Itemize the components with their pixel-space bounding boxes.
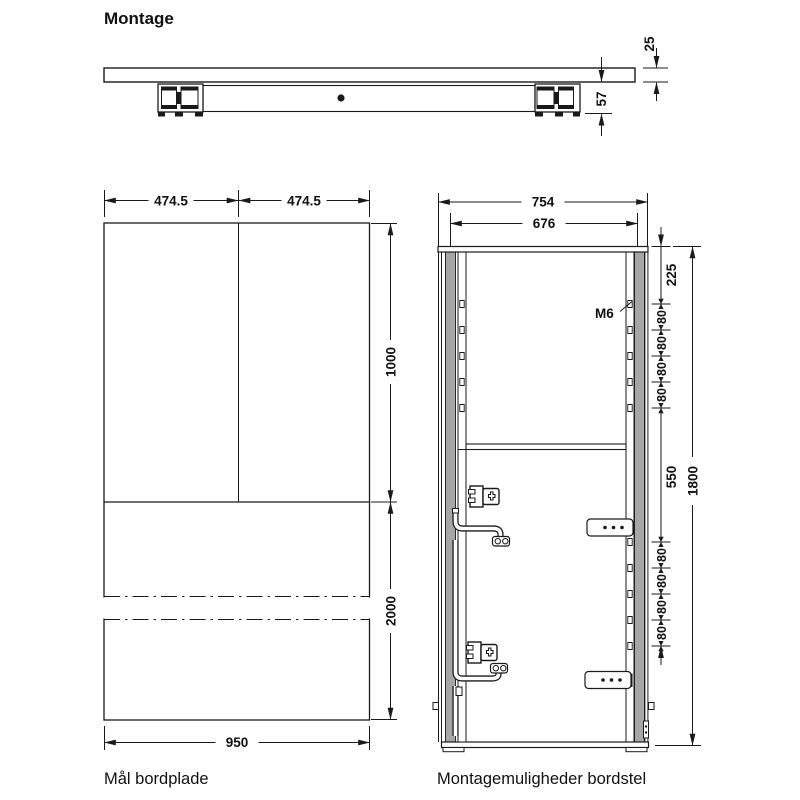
frame-foot-right bbox=[626, 748, 647, 752]
frame-top-bar bbox=[438, 247, 648, 253]
dim-label-80-l2: 80 bbox=[655, 574, 669, 588]
dim-label-950: 950 bbox=[225, 735, 249, 751]
side-tab-left bbox=[433, 703, 439, 710]
side-tab-right bbox=[649, 703, 655, 710]
dim-thickness-25 bbox=[642, 36, 668, 101]
dim-bottom-width bbox=[105, 726, 370, 750]
dim-label-25: 25 bbox=[642, 36, 657, 52]
m6-label: M6 bbox=[595, 306, 614, 321]
dim-frame-widths bbox=[439, 193, 648, 246]
dim-hole-chain bbox=[652, 227, 680, 665]
dim-top-widths bbox=[105, 190, 370, 217]
upper-mounting-plate bbox=[587, 519, 634, 536]
side-view-tabletop bbox=[104, 68, 635, 82]
dim-label-80-l1: 80 bbox=[655, 548, 669, 562]
dim-label-80-l4: 80 bbox=[655, 626, 669, 640]
tabletop-caption: Mål bordplade bbox=[104, 770, 209, 788]
dim-label-550: 550 bbox=[664, 465, 679, 489]
dim-label-80-u4: 80 bbox=[655, 388, 669, 402]
upper-tube-fitting bbox=[493, 537, 510, 547]
dim-label-80-u1: 80 bbox=[655, 310, 669, 324]
frame-foot-left bbox=[443, 748, 464, 752]
tabletop-outline bbox=[104, 223, 370, 720]
frame-caption: Montagemuligheder bordstel bbox=[437, 770, 647, 788]
dim-label-676: 676 bbox=[532, 216, 556, 232]
upper-clip-connector bbox=[469, 486, 500, 507]
dim-label-1000: 1000 bbox=[383, 346, 399, 378]
dim-label-2000: 2000 bbox=[383, 595, 399, 627]
side-view bbox=[104, 36, 668, 136]
dim-label-1800: 1800 bbox=[685, 465, 701, 497]
page-title: Montage bbox=[104, 9, 174, 28]
dim-label-225: 225 bbox=[664, 263, 679, 287]
left-bracket bbox=[158, 84, 203, 117]
lower-tube-fitting bbox=[491, 664, 508, 674]
dim-label-474-5-right: 474.5 bbox=[287, 193, 321, 209]
cable-duct bbox=[458, 450, 466, 743]
frame-crossbar bbox=[466, 444, 626, 450]
dim-label-80-u2: 80 bbox=[655, 336, 669, 350]
dim-label-474-5-left: 474.5 bbox=[154, 193, 188, 209]
lower-clip-connector bbox=[467, 642, 498, 663]
side-view-rail bbox=[203, 86, 535, 112]
dim-label-57: 57 bbox=[594, 91, 609, 107]
lower-mounting-plate bbox=[585, 672, 632, 689]
dim-lengths bbox=[371, 224, 399, 720]
dim-label-754: 754 bbox=[531, 194, 555, 210]
frame-view bbox=[433, 193, 701, 788]
cable-outlet bbox=[644, 721, 649, 738]
right-bracket bbox=[535, 84, 580, 117]
dim-label-80-u3: 80 bbox=[655, 362, 669, 376]
frame-bottom-bar bbox=[442, 742, 649, 748]
cable-hole-dot bbox=[337, 94, 344, 101]
duct-connector bbox=[456, 687, 462, 696]
tabletop-view bbox=[97, 190, 399, 788]
frame-right-rail bbox=[626, 252, 648, 742]
dim-label-80-l3: 80 bbox=[655, 600, 669, 614]
